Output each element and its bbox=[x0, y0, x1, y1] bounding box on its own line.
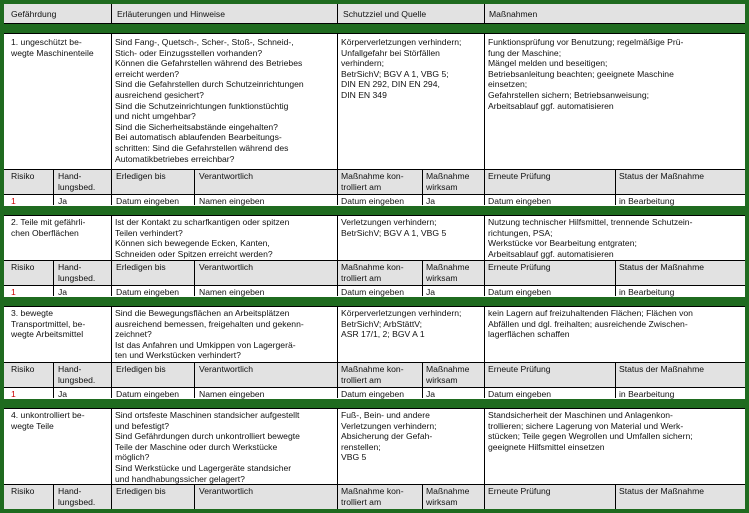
section-divider bbox=[4, 399, 745, 408]
notes-cell: Sind Fang-, Quetsch-, Scher-, Stoß-, Schneid-, Stich- oder Einzugsstellen vorhanden? Können die Gefahrstellen während des Betriebes erreicht werden? Sind die Gefahrstellen durch Schutzeinrichtungen ausreichend gesichert? Sind die Schutzeinrichtungen funktionstüchtig und nicht umgehbar? Sind die Sicherheitsabstände eingehalten? Bei automatisch ablaufenden Bearbeitungs- schritten: Sind die Gefahrstellen während des Automatikbetriebes erreichbar? bbox=[115, 37, 304, 164]
measures-cell: Standsicherheit der Maschinen und Anlagenkon- trollieren; sichere Lagerung von Material und Werk- stücken; Teile gegen Wegrollen und Umfallen sichern; geeignete Hilfsmittel einsetzen bbox=[488, 410, 693, 452]
subheader-effective: Maßnahme wirksam bbox=[426, 262, 470, 283]
section-divider bbox=[4, 297, 745, 306]
hazard-cell: 4. unkontrolliert be- wegte Teile bbox=[11, 410, 85, 431]
subheader-status: Status der Maßnahme bbox=[619, 262, 705, 272]
subheader-action: Hand- lungsbed. bbox=[58, 486, 96, 507]
subheader-status: Status der Maßnahme bbox=[619, 486, 705, 496]
subheader-effective: Maßnahme wirksam bbox=[426, 486, 470, 507]
responsible-field[interactable]: Namen eingeben bbox=[199, 287, 265, 297]
due-date-field[interactable]: Datum eingeben bbox=[116, 389, 180, 399]
section-divider bbox=[4, 206, 745, 215]
controlled-date-field[interactable]: Datum eingeben bbox=[341, 196, 405, 206]
subheader-controlled: Maßnahme kon- trolliert am bbox=[341, 486, 404, 507]
effective-value[interactable]: Ja bbox=[426, 196, 436, 206]
subheader-responsible: Verantwortlich bbox=[199, 171, 253, 181]
measures-cell: Funktionsprüfung vor Benutzung; regelmäßige Prü- fung der Maschine; Mängel melden und beseitigen; Betriebsanleitung beachten; geeignete Maschine einsetzen; Gefahrstellen sichern; Betriebsanweisung; Arbeitsablauf ggf. automatisieren bbox=[488, 37, 684, 111]
subheader-review: Erneute Prüfung bbox=[488, 262, 551, 272]
review-date-field[interactable]: Datum eingeben bbox=[488, 196, 552, 206]
status-value[interactable]: in Bearbeitung bbox=[619, 389, 675, 399]
subheader-due: Erledigen bis bbox=[116, 171, 166, 181]
subheader-effective: Maßnahme wirksam bbox=[426, 171, 470, 192]
hazard-cell: 1. ungeschützt be- wegte Maschinenteile bbox=[11, 37, 94, 58]
subheader-responsible: Verantwortlich bbox=[199, 262, 253, 272]
hazard-cell: 3. bewegte Transportmittel, be- wegte Arbeitsmittel bbox=[11, 308, 86, 340]
action-value[interactable]: Ja bbox=[58, 196, 68, 206]
action-value[interactable]: Ja bbox=[58, 389, 68, 399]
risk-value[interactable]: 1 bbox=[11, 287, 16, 297]
action-value[interactable]: Ja bbox=[58, 287, 68, 297]
subheader-responsible: Verantwortlich bbox=[199, 486, 253, 496]
subheader-due: Erledigen bis bbox=[116, 486, 166, 496]
subheader-risk: Risiko bbox=[11, 171, 35, 181]
subheader-action: Hand- lungsbed. bbox=[58, 262, 96, 283]
responsible-field[interactable]: Namen eingeben bbox=[199, 389, 265, 399]
notes-cell: Sind die Bewegungsflächen an Arbeitsplätzen ausreichend bemessen, freigehalten und gekenn- zeichnet? Ist das Anfahren und Umkippen von Lagergerä- ten und Werkstücken verhindert? bbox=[115, 308, 304, 361]
header-hazard: Gefährdung bbox=[11, 9, 57, 19]
subheader-controlled: Maßnahme kon- trolliert am bbox=[341, 364, 404, 385]
goal-cell: Körperverletzungen verhindern; Unfallgefahr bei Störfällen verhindern; BetrSichV; BGV A 1, VBG 5; DIN EN 292, DIN EN 294, DIN EN 349 bbox=[341, 37, 462, 100]
goal-cell: Körperverletzungen verhindern; BetrSichV; ArbStättV; ASR 17/1, 2; BGV A 1 bbox=[341, 308, 462, 340]
subheader-risk: Risiko bbox=[11, 262, 35, 272]
section-divider bbox=[4, 24, 745, 33]
goal-cell: Fuß-, Bein- und andere Verletzungen verhindern; Absicherung der Gefah- renstellen; VBG 5 bbox=[341, 410, 437, 463]
subheader-status: Status der Maßnahme bbox=[619, 364, 705, 374]
subheader-due: Erledigen bis bbox=[116, 262, 166, 272]
risk-assessment-table bbox=[4, 4, 745, 509]
goal-cell: Verletzungen verhindern; BetrSichV; BGV A 1, VBG 5 bbox=[341, 217, 447, 238]
subheader-review: Erneute Prüfung bbox=[488, 171, 551, 181]
measures-cell: kein Lagern auf freizuhaltenden Flächen; Flächen von Abfällen und dgl. freihalten; ausreichende Zwischen- lagerflächen schaffen bbox=[488, 308, 693, 340]
risk-value[interactable]: 1 bbox=[11, 196, 16, 206]
due-date-field[interactable]: Datum eingeben bbox=[116, 196, 180, 206]
review-date-field[interactable]: Datum eingeben bbox=[488, 389, 552, 399]
header-goal: Schutzziel und Quelle bbox=[343, 9, 427, 19]
effective-value[interactable]: Ja bbox=[426, 287, 436, 297]
subheader-review: Erneute Prüfung bbox=[488, 364, 551, 374]
risk-value[interactable]: 1 bbox=[11, 389, 16, 399]
subheader-status: Status der Maßnahme bbox=[619, 171, 705, 181]
subheader-responsible: Verantwortlich bbox=[199, 364, 253, 374]
subheader-controlled: Maßnahme kon- trolliert am bbox=[341, 262, 404, 283]
subheader-risk: Risiko bbox=[11, 486, 35, 496]
subheader-action: Hand- lungsbed. bbox=[58, 364, 96, 385]
subheader-action: Hand- lungsbed. bbox=[58, 171, 96, 192]
review-date-field[interactable]: Datum eingeben bbox=[488, 287, 552, 297]
controlled-date-field[interactable]: Datum eingeben bbox=[341, 389, 405, 399]
notes-cell: Sind ortsfeste Maschinen standsicher aufgestellt und befestigt? Sind Gefährdungen durch unkontrolliert bewegte Teile der Maschine oder durch Werkstücke möglich? Sind Werkstücke und Lagergeräte standsicher und handhabungssicher gelagert? bbox=[115, 410, 300, 484]
header-notes: Erläuterungen und Hinweise bbox=[117, 9, 225, 19]
subheader-controlled: Maßnahme kon- trolliert am bbox=[341, 171, 404, 192]
status-value[interactable]: in Bearbeitung bbox=[619, 287, 675, 297]
responsible-field[interactable]: Namen eingeben bbox=[199, 196, 265, 206]
subheader-effective: Maßnahme wirksam bbox=[426, 364, 470, 385]
header-measures: Maßnahmen bbox=[489, 9, 538, 19]
measures-cell: Nutzung technischer Hilfsmittel, trennende Schutzein- richtungen, PSA; Werkstücke vor Bearbeitung entgraten; Arbeitsablauf ggf. automatisieren bbox=[488, 217, 693, 259]
subheader-review: Erneute Prüfung bbox=[488, 486, 551, 496]
notes-cell: Ist der Kontakt zu scharfkantigen oder spitzen Teilen verhindert? Können sich bewegende Ecken, Kanten, Schneiden oder Spitzen erreicht werden? bbox=[115, 217, 290, 259]
hazard-cell: 2. Teile mit gefährli- chen Oberflächen bbox=[11, 217, 86, 238]
status-value[interactable]: in Bearbeitung bbox=[619, 196, 675, 206]
effective-value[interactable]: Ja bbox=[426, 389, 436, 399]
controlled-date-field[interactable]: Datum eingeben bbox=[341, 287, 405, 297]
due-date-field[interactable]: Datum eingeben bbox=[116, 287, 180, 297]
subheader-due: Erledigen bis bbox=[116, 364, 166, 374]
subheader-risk: Risiko bbox=[11, 364, 35, 374]
